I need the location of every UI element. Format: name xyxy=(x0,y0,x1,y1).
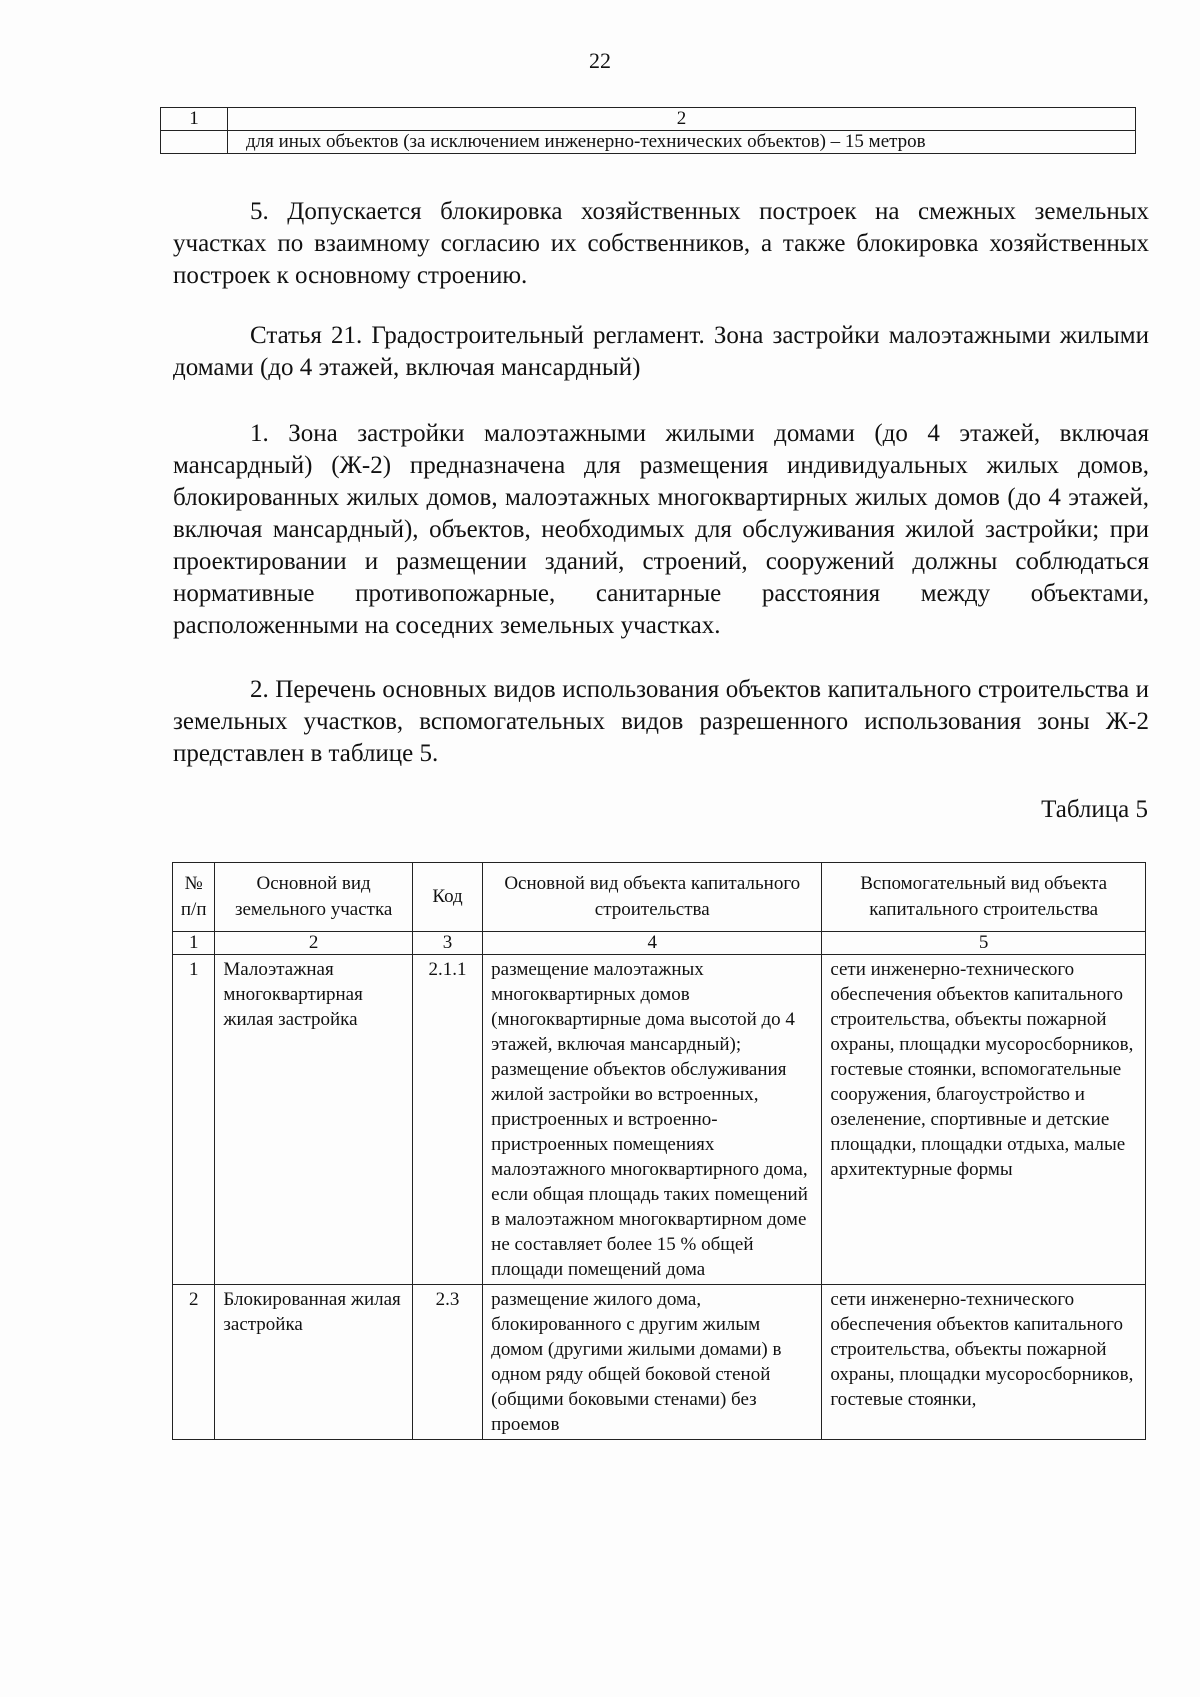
column-number: 4 xyxy=(483,932,822,955)
table-caption: Таблица 5 xyxy=(1041,796,1148,823)
header-aux-object: Вспомогательный вид объекта капитального строительства xyxy=(822,863,1146,932)
row-num: 1 xyxy=(173,955,215,1285)
table-header-row xyxy=(173,863,1146,932)
header-code: Код xyxy=(412,863,482,932)
continuation-cell-1 xyxy=(161,131,228,154)
header-land-use: Основной вид земельного участка xyxy=(215,863,412,932)
table-row xyxy=(173,955,1146,1285)
continuation-table-header-row xyxy=(161,108,1136,131)
header-num: № п/п xyxy=(173,863,215,932)
column-number: 5 xyxy=(822,932,1146,955)
column-number: 2 xyxy=(215,932,412,955)
row-code: 2.1.1 xyxy=(412,955,482,1285)
article-heading: Статья 21. Градостроительный регламент. Зона застройки малоэтажными жилыми домами (до 4 этажей, включая мансардный) xyxy=(173,322,1149,381)
paragraph-5: 5. Допускается блокировка хозяйственных построек на смежных земельных участках по взаимному согласию их собственников, а также блокировка хозяйственных построек к основному строению. xyxy=(173,198,1149,289)
table-row xyxy=(173,1285,1146,1440)
clause-1: 1. Зона застройки малоэтажными жилыми домами (до 4 этажей, включая мансардный) (Ж-2) предназначена для размещения индивидуальных жилых домов, блокированных жилых домов, малоэтажных многоквартирных жилых домов (до 4 этажей, включая мансардный), объектов, необходимых для обслуживания жилой застройки; при проектировании и размещении зданий, строений, сооружений должны соблюдаться нормативные противопожарные, санитарные расстояния между объектами, расположенными на соседних земельных участках. xyxy=(173,420,1149,639)
header-main-object: Основной вид объекта капитального строительства xyxy=(483,863,822,932)
row-main-object: размещение жилого дома, блокированного с другим жилым домом (другими жилыми домами) в одном ряду общей боковой стеной (общими боковыми стенами) без проемов xyxy=(483,1285,822,1440)
column-number: 1 xyxy=(173,932,215,955)
row-land-use: Блокированная жилая застройка xyxy=(215,1285,412,1440)
page-number: 22 xyxy=(589,48,611,73)
continuation-cell-2: для иных объектов (за исключением инженерно-технических объектов) – 15 метров xyxy=(228,131,1136,154)
continuation-col-1-number: 1 xyxy=(161,108,228,131)
row-num: 2 xyxy=(173,1285,215,1440)
zoning-table xyxy=(172,862,1146,1440)
continuation-col-2-number: 2 xyxy=(228,108,1136,131)
row-main-object: размещение малоэтажных многоквартирных домов (многоквартирные дома высотой до 4 этажей, включая мансардный); размещение объектов обслуживания жилой застройки во встроенных, пристроенных и встроенно-пристроенных помещениях малоэтажного многоквартирного дома, если общая площадь таких помещений в малоэтажном многоквартирном доме не составляет более 15 % общей площади помещений дома xyxy=(483,955,822,1285)
clause-2: 2. Перечень основных видов использования объектов капитального строительства и земельных участков, вспомогательных видов разрешенного использования зоны Ж-2 представлен в таблице 5. xyxy=(173,676,1149,767)
row-land-use: Малоэтажная многоквартирная жилая застройка xyxy=(215,955,412,1285)
row-aux-object: сети инженерно-технического обеспечения объектов капитального строительства, объекты пожарной охраны, площадки мусоросборников, гостевые стоянки, xyxy=(822,1285,1146,1440)
continuation-table xyxy=(160,107,1136,154)
column-number: 3 xyxy=(412,932,482,955)
row-aux-object: сети инженерно-технического обеспечения объектов капитального строительства, объекты пожарной охраны, площадки мусоросборников, гостевые стоянки, вспомогательные сооружения, благоустройство и озеленение, спортивные и детские площадки, площадки отдыха, малые архитектурные формы xyxy=(822,955,1146,1285)
table-column-numbers-row xyxy=(173,932,1146,955)
row-code: 2.3 xyxy=(412,1285,482,1440)
continuation-table-row xyxy=(161,131,1136,154)
